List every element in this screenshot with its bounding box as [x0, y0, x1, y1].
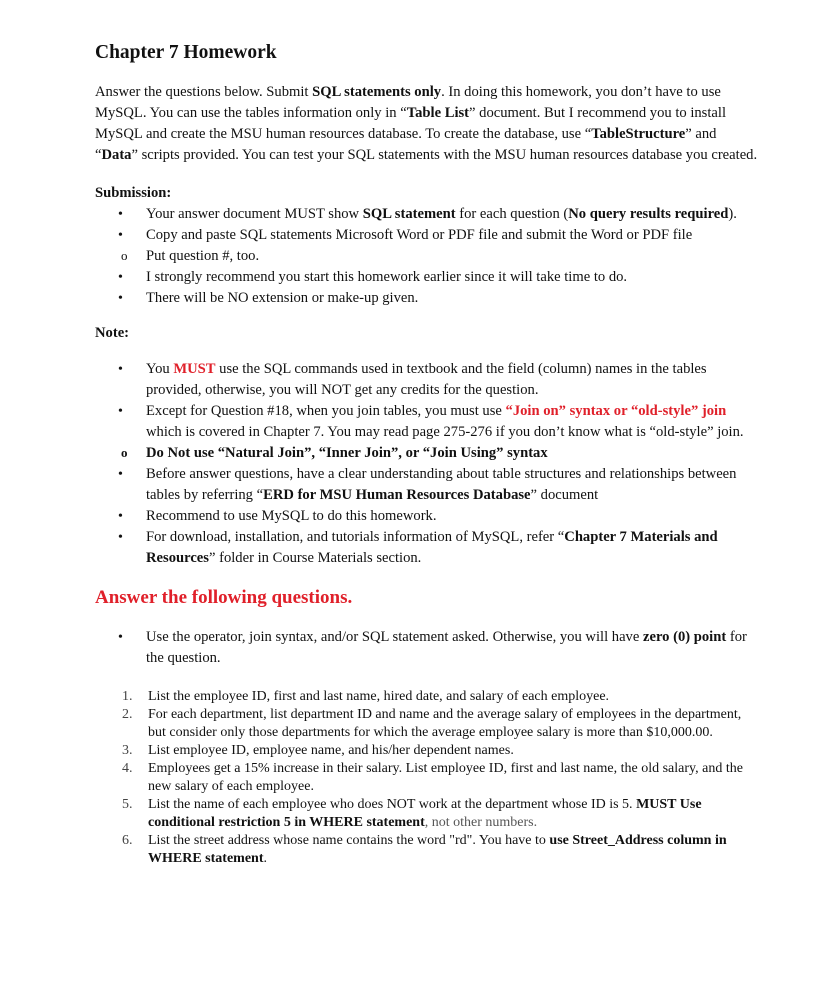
intro-text: . In doing this homework, you don’t have to use MySQL. You can use the tables information only in “ [95, 84, 721, 121]
question-text: . [263, 851, 267, 866]
bold-text: SQL statement [362, 206, 456, 222]
question-number: 2. [122, 707, 133, 722]
intro-text: ” document. But I recommend you to install MySQL and create the MSU human resources database. To create the database, use “ [95, 105, 727, 142]
note-label: Note: [95, 325, 130, 341]
bold-text: use Street_Address column in WHERE statement [148, 833, 727, 866]
red-emphasis: “Join on” syntax or “old-style” join [505, 403, 727, 419]
text: use the SQL commands used in textbook and the field (column) names in the tables provided, otherwise, you will NOT get any credits for the question. [146, 361, 707, 398]
question-text: List the street address whose name contains the word "rd". You have to [148, 833, 550, 848]
question-item [95, 796, 760, 832]
submission-item [95, 204, 760, 225]
text: for each question ( [455, 206, 569, 222]
text: ” folder in Course Materials section. [208, 550, 422, 566]
bold-text: Chapter 7 Materials and Resources [146, 529, 718, 566]
question-item [95, 706, 760, 742]
intro-text: Answer the questions below. Submit [95, 84, 313, 100]
text: There will be NO extension or make-up given. [146, 290, 419, 306]
bold-text: ERD for MSU Human Resources Database [263, 487, 531, 503]
question-number: 1. [122, 689, 133, 704]
question-text: For each department, list department ID and name and the average salary of employees in the department, but consider only those departments for which the average employee salary is more than $10,000.00. [148, 707, 742, 740]
text: You [146, 361, 174, 377]
bold-text: No query results required [568, 206, 729, 222]
question-text: Employees get a 15% increase in their salary. List employee ID, first and last name, the old salary, and the new salary of each employee. [148, 761, 743, 794]
bold-text: zero (0) point [642, 629, 727, 645]
intro-bold-table-list: Table List [406, 105, 470, 121]
submission-item [95, 288, 760, 309]
note-item [95, 506, 760, 527]
answer-heading: Answer the following questions. [95, 587, 353, 608]
page-title: Chapter 7 Homework [95, 42, 277, 63]
intro-bold-sql: SQL statements only [312, 84, 442, 100]
note-item [95, 359, 760, 401]
intro-bold-data: Data [101, 147, 132, 163]
question-item [95, 760, 760, 796]
submission-sublist [95, 246, 760, 267]
submission-label: Submission: [95, 185, 172, 201]
text: For download, installation, and tutorials information of MySQL, refer “ [146, 529, 565, 545]
question-text: , not other numbers. [424, 815, 538, 830]
intro-text: ” and “ [95, 126, 717, 163]
bold-text: MUST Use conditional restriction 5 in WHERE statement [148, 797, 702, 830]
answer-list [95, 627, 760, 669]
note-item [95, 527, 760, 569]
text: Do Not use “Natural Join”, “Inner Join”, or “Join Using” syntax [146, 445, 548, 461]
red-emphasis: MUST [173, 361, 216, 377]
question-number: 3. [122, 743, 133, 758]
text: Your answer document MUST show [146, 206, 363, 222]
submission-list [95, 204, 760, 309]
note-subitem [95, 443, 760, 464]
question-item [95, 742, 760, 760]
intro-paragraph [95, 82, 760, 166]
note-sublist [95, 443, 760, 464]
note-list [95, 359, 760, 569]
question-number: 4. [122, 761, 133, 776]
question-list [95, 688, 760, 868]
text: Before answer questions, have a clear understanding about table structures and relationships between tables by referring “ [146, 466, 737, 503]
question-number: 6. [122, 833, 133, 848]
text: Put question #, too. [146, 248, 260, 264]
text: I strongly recommend you start this homework earlier since it will take time to do. [146, 269, 628, 285]
text: for the question. [146, 629, 747, 666]
note-item [95, 464, 760, 506]
text: Except for Question #18, when you join tables, you must use [146, 403, 506, 419]
text: ). [728, 206, 737, 222]
text: Recommend to use MySQL to do this homework. [146, 508, 437, 524]
question-item [95, 832, 760, 868]
intro-text: ” scripts provided. You can test your SQL statements with the MSU human resources database you created. [131, 147, 758, 163]
note-item [95, 401, 760, 464]
text: which is covered in Chapter 7. You may read page 275-276 if you don’t know what is “old-style” join. [146, 424, 744, 440]
question-text: List the employee ID, first and last name, hired date, and salary of each employee. [148, 689, 610, 704]
text: ” document [530, 487, 599, 503]
submission-item [95, 267, 760, 288]
question-number: 5. [122, 797, 133, 812]
question-text: List employee ID, employee name, and his/her dependent names. [148, 743, 514, 758]
answer-item [95, 627, 760, 669]
submission-subitem [95, 246, 760, 267]
text: Use the operator, join syntax, and/or SQL statement asked. Otherwise, you will have [146, 629, 643, 645]
text: Copy and paste SQL statements Microsoft Word or PDF file and submit the Word or PDF file [146, 227, 693, 243]
question-item [95, 688, 760, 706]
question-text: List the name of each employee who does NOT work at the department whose ID is 5. [148, 797, 637, 812]
intro-bold-tablestructure: TableStructure [591, 126, 686, 142]
submission-item [95, 225, 760, 267]
